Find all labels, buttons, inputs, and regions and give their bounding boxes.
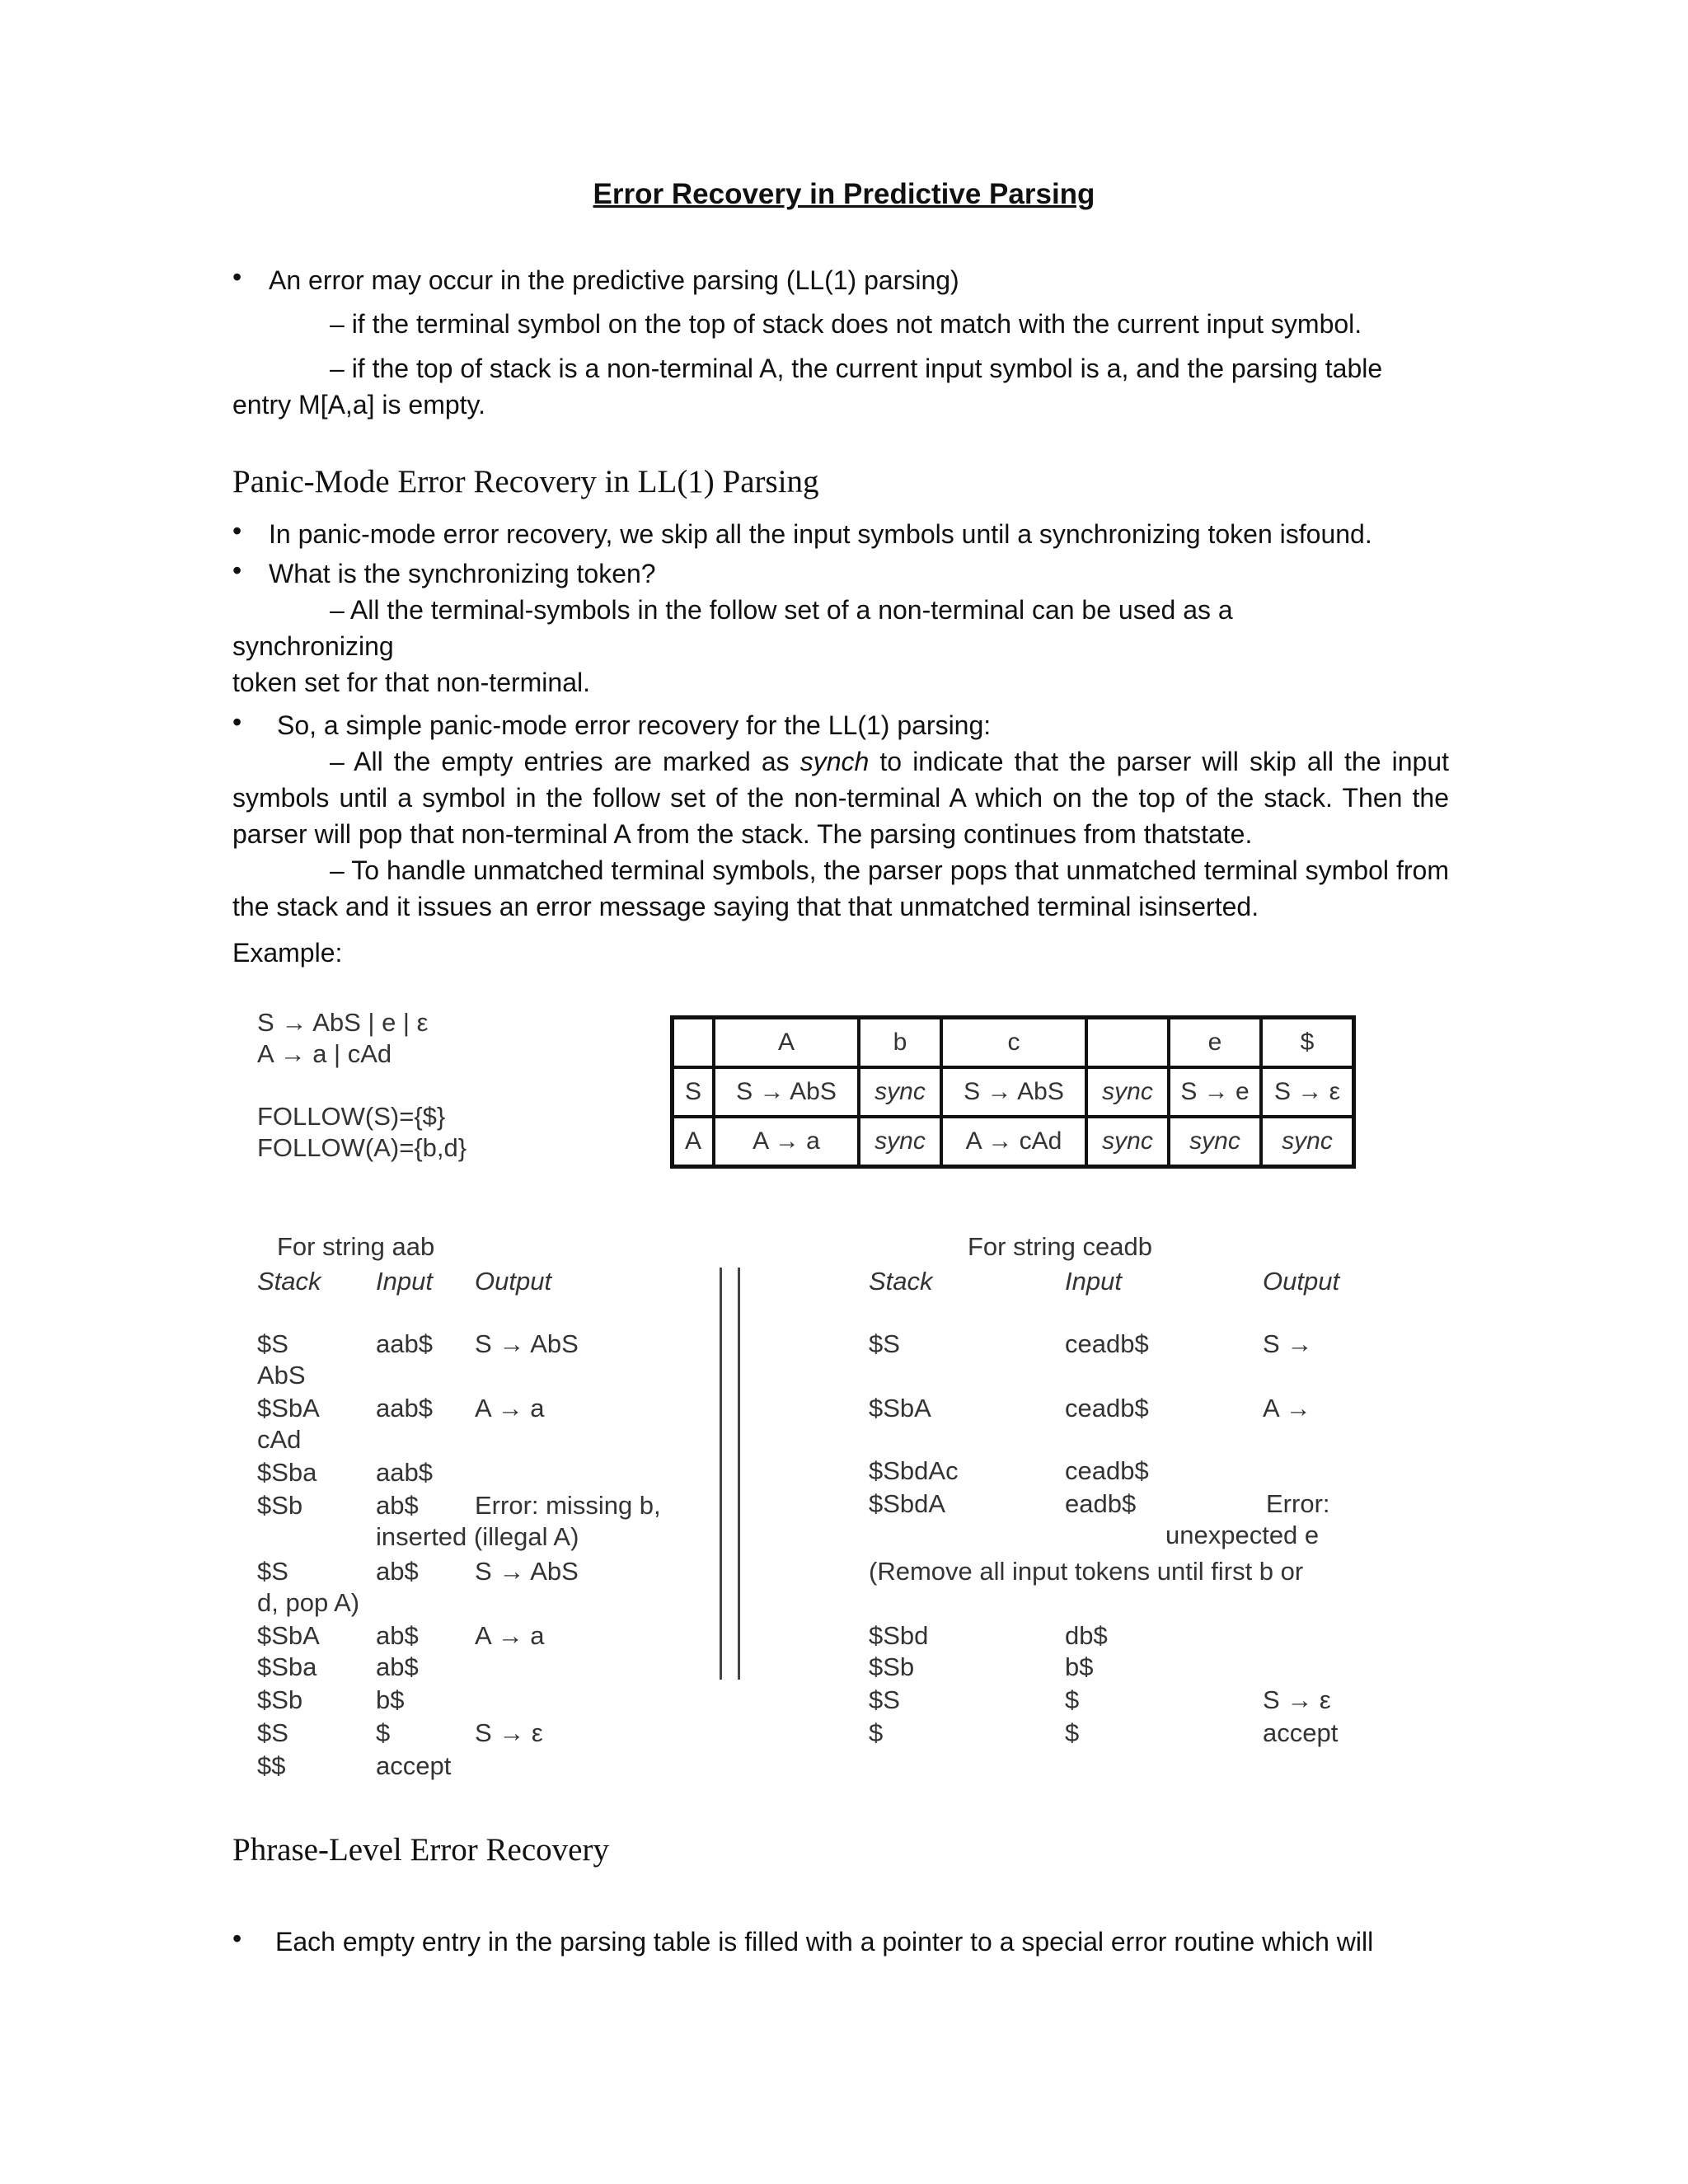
table-cell: sync bbox=[859, 1067, 941, 1117]
example-label: Example: bbox=[232, 938, 343, 968]
left-cell: A → a bbox=[475, 1621, 545, 1650]
table-row bbox=[673, 1117, 1354, 1167]
divider-line bbox=[738, 1268, 740, 1680]
right-cell: (Remove all input tokens until first b or bbox=[869, 1557, 1304, 1586]
table-cell: A bbox=[714, 1018, 859, 1068]
left-cell: $S bbox=[257, 1718, 288, 1747]
table-cell: A → a bbox=[714, 1117, 859, 1167]
divider-line bbox=[720, 1268, 722, 1680]
left-header-stack: Stack bbox=[257, 1267, 321, 1296]
panic-dash-1: – All the terminal-symbols in the follow set of a non-terminal can be used as a bbox=[330, 595, 1233, 625]
table-header-row bbox=[673, 1018, 1354, 1068]
table-cell bbox=[673, 1018, 715, 1068]
table-cell: S bbox=[673, 1067, 715, 1117]
right-cell: unexpected e bbox=[1165, 1521, 1320, 1549]
table-cell: S → e bbox=[1169, 1067, 1261, 1117]
right-header-stack: Stack bbox=[869, 1267, 933, 1296]
table-cell: e bbox=[1169, 1018, 1261, 1068]
right-cell: $Sbd bbox=[869, 1621, 929, 1650]
right-cell: $S bbox=[869, 1329, 900, 1358]
right-cell: $ bbox=[1065, 1685, 1080, 1714]
left-cell: S → ε bbox=[475, 1718, 543, 1747]
right-cell: ceadb$ bbox=[1065, 1329, 1149, 1358]
right-cell: $SbdAc bbox=[869, 1456, 959, 1485]
right-cell: accept bbox=[1263, 1718, 1339, 1747]
right-cell: A → bbox=[1263, 1394, 1311, 1422]
right-cell: $Sb bbox=[869, 1652, 915, 1681]
table-cell: S → AbS bbox=[941, 1067, 1086, 1117]
grammar-spacer bbox=[257, 1070, 467, 1101]
left-cell: d, pop A) bbox=[257, 1588, 360, 1617]
right-cell: eadb$ bbox=[1065, 1489, 1137, 1518]
bullet-marker: • bbox=[232, 555, 242, 585]
right-cell: b$ bbox=[1065, 1652, 1094, 1681]
panic-bullet-2: What is the synchronizing token? bbox=[269, 559, 656, 588]
table-cell: sync bbox=[1086, 1117, 1169, 1167]
left-cell: ab$ bbox=[376, 1652, 419, 1681]
right-cell: ceadb$ bbox=[1065, 1456, 1149, 1485]
left-cell: accept bbox=[376, 1751, 452, 1780]
bullet-marker: • bbox=[232, 707, 242, 737]
table-cell: b bbox=[859, 1018, 941, 1068]
grammar-line: S → AbS | e | ε bbox=[257, 1008, 429, 1037]
left-header-output: Output bbox=[475, 1267, 552, 1296]
right-cell: Error: bbox=[1266, 1489, 1330, 1518]
left-cell: Error: missing b, bbox=[475, 1491, 661, 1520]
intro-dash-2: – if the top of stack is a non-terminal A, the current input symbol is a, and the parsing table bbox=[330, 354, 1383, 383]
left-cell: aab$ bbox=[376, 1394, 433, 1422]
parsing-table bbox=[670, 1015, 1356, 1169]
table-cell: sync bbox=[859, 1117, 941, 1167]
right-header-output: Output bbox=[1263, 1267, 1340, 1296]
right-cell: $ bbox=[1065, 1718, 1080, 1747]
left-cell: S → AbS bbox=[475, 1329, 579, 1358]
grammar-follow-a: FOLLOW(A)={b,d} bbox=[257, 1133, 467, 1162]
left-cell: AbS bbox=[257, 1361, 306, 1390]
intro-bullet: An error may occur in the predictive parsing (LL(1) parsing) bbox=[269, 265, 959, 295]
grammar-line: A → a | cAd bbox=[257, 1039, 392, 1068]
right-cell: $SbA bbox=[869, 1394, 931, 1422]
left-cell: $ bbox=[376, 1718, 391, 1747]
right-cell: $SbdA bbox=[869, 1489, 946, 1518]
left-cell: b$ bbox=[376, 1685, 405, 1714]
left-cell: cAd bbox=[257, 1425, 302, 1454]
left-cell: $SbA bbox=[257, 1621, 320, 1650]
right-cell: S → bbox=[1263, 1329, 1313, 1358]
right-cell: $S bbox=[869, 1685, 900, 1714]
page-title: Error Recovery in Predictive Parsing bbox=[593, 178, 1095, 210]
left-cell: $Sb bbox=[257, 1491, 303, 1520]
left-cell: $S bbox=[257, 1329, 288, 1358]
right-cell: db$ bbox=[1065, 1621, 1108, 1650]
bullet-marker: • bbox=[232, 516, 242, 546]
left-header-input: Input bbox=[376, 1267, 433, 1296]
bullet-marker: • bbox=[232, 262, 242, 292]
phrase-heading: Phrase-Level Error Recovery bbox=[232, 1832, 609, 1868]
intro-dash-1: – if the terminal symbol on the top of stack does not match with the current input symbol. bbox=[330, 309, 1362, 339]
table-cell: A → cAd bbox=[941, 1117, 1086, 1167]
panic-dash-1-line2: synchronizing bbox=[232, 631, 394, 661]
left-cell: $SbA bbox=[257, 1394, 320, 1422]
table-cell: A bbox=[673, 1117, 715, 1167]
right-cell: $ bbox=[869, 1718, 884, 1747]
left-trace-caption: For string aab bbox=[277, 1232, 435, 1261]
table-cell: $ bbox=[1261, 1018, 1354, 1068]
left-cell: ab$ bbox=[376, 1621, 419, 1650]
right-trace-caption: For string ceadb bbox=[968, 1232, 1152, 1261]
table-cell: sync bbox=[1169, 1117, 1261, 1167]
table-cell: sync bbox=[1086, 1067, 1169, 1117]
left-cell: aab$ bbox=[376, 1329, 433, 1358]
left-cell: $Sba bbox=[257, 1652, 317, 1681]
left-cell: A → a bbox=[475, 1394, 545, 1422]
bullet-marker: • bbox=[232, 1924, 242, 1953]
table-cell: S → AbS bbox=[714, 1067, 859, 1117]
table-cell bbox=[1086, 1018, 1169, 1068]
left-cell: S → AbS bbox=[475, 1557, 579, 1586]
left-cell: ab$ bbox=[376, 1491, 419, 1520]
panic-dash-2: – All the empty entries are marked as synch to indicate that the parser will skip all the input symbols until a symbol in the follow set of the non-terminal A which on the top of the stack. Then the parser will pop that non-terminal A from the stack. The parsing continues from thatstate. bbox=[232, 747, 1450, 849]
panic-dash-1-line3: token set for that non-terminal. bbox=[232, 668, 590, 697]
panic-bullet-3: So, a simple panic-mode error recovery for the LL(1) parsing: bbox=[277, 710, 992, 740]
panic-heading: Panic-Mode Error Recovery in LL(1) Parsing bbox=[232, 464, 819, 499]
left-cell: ab$ bbox=[376, 1557, 419, 1586]
right-header-input: Input bbox=[1065, 1267, 1122, 1296]
panic-bullet-1: In panic-mode error recovery, we skip all the input symbols until a synchronizing token isfound. bbox=[269, 519, 1372, 549]
left-cell: inserted (illegal A) bbox=[376, 1522, 579, 1551]
table-cell: sync bbox=[1261, 1117, 1354, 1167]
left-cell: $Sba bbox=[257, 1458, 317, 1487]
right-cell: ceadb$ bbox=[1065, 1394, 1149, 1422]
left-cell: $S bbox=[257, 1557, 288, 1586]
phrase-bullet-1: Each empty entry in the parsing table is filled with a pointer to a special error routine which will bbox=[275, 1927, 1374, 1957]
intro-dash-2-cont: entry M[A,a] is empty. bbox=[232, 390, 486, 419]
table-cell: S → ε bbox=[1261, 1067, 1354, 1117]
left-cell: $$ bbox=[257, 1751, 286, 1780]
table-cell: c bbox=[941, 1018, 1086, 1068]
panic-dash-3: – To handle unmatched terminal symbols, the parser pops that unmatched terminal symbol from the stack and it issues an error message saying that that unmatched terminal isinserted. bbox=[232, 855, 1449, 921]
left-cell: aab$ bbox=[376, 1458, 433, 1487]
grammar-block bbox=[257, 1007, 467, 1164]
grammar-follow-s: FOLLOW(S)={$} bbox=[257, 1102, 446, 1131]
right-cell: S → ε bbox=[1263, 1685, 1331, 1714]
left-cell: $Sb bbox=[257, 1685, 303, 1714]
table-row bbox=[673, 1067, 1354, 1117]
